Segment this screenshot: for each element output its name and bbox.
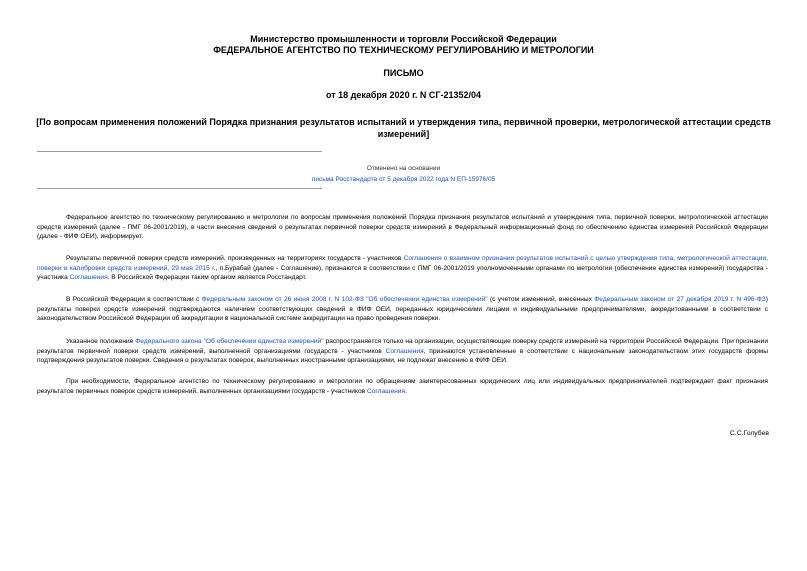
revocation-link[interactable]: письма Росстандарта от 5 декабря 2022 года N ЕП-15976/05 [311, 176, 496, 183]
agreement-short-link[interactable]: Соглашения [385, 347, 424, 355]
revocation-notice: Отменено на основании [366, 165, 441, 172]
paragraph-text: , п.Бурабай (далее - Соглашение), признаются в соответствии с ПМГ 06-2001/2019 уполномоченными органами по метрологии (обеспечение единства измерений) государства - участника [37, 264, 768, 282]
paragraph-text: . В Российской Федерации таким органом является Росстандарт. [107, 274, 307, 282]
paragraph-2 [37, 254, 768, 283]
paragraph-3 [37, 295, 768, 324]
paragraph-text: В Российской Федерации в соответствии с [66, 296, 202, 303]
document-date-number: от 18 декабря 2020 г. N СГ-21352/04 [325, 90, 482, 100]
federal-law-link[interactable]: Федерального закона "Об обеспечении единства измерений" [135, 338, 324, 345]
agreement-short-link[interactable]: Соглашения [69, 274, 108, 282]
paragraph-text: Указанное положение [66, 338, 136, 345]
document-type: ПИСЬМО [383, 68, 424, 78]
paragraph-1: Федеральное агентство по техническому регулированию и метрологии по вопросам применения положений Порядка признания результатов испытаний и утверждения типа, первичной поверки, метрологической аттестации средств измерений (далее - ПМГ 06-2001/2019), в части внесения сведений о результатах первичной поверки средств измерений в Федеральный информационный фонд по обеспечению единства измерений Российской Федерации (далее - ФИФ ОЕИ), информирует. [37, 214, 768, 241]
paragraph-text: ) результаты поверки средств измерений подтверждаются наличием соответствующих сведений в ФИФ ОЕИ, переданных юридическими лицами и индивидуальными предпринимателями, аккредитованными в соответствии с законодательством Российской Федерации об аккредитации в национальной системе аккредитации на право проведения поверки. [37, 296, 768, 323]
signature: С.С.Голубев [729, 430, 769, 437]
agreement-link[interactable]: Соглашения о взаимном признании результатов испытаний с целью утверждения типа, метрологической аттестации, поверки и калибровки средств измерений, 29 мая 2015 г. [37, 255, 768, 272]
paragraph-text: . [405, 387, 407, 395]
paragraph-text: Результаты первичной поверки средств измерений, произведенных на территориях государств - участников [66, 255, 404, 262]
paragraph-5 [37, 377, 768, 396]
agency-name: ФЕДЕРАЛЬНОЕ АГЕНТСТВО ПО ТЕХНИЧЕСКОМУ РЕГУЛИРОВАНИЮ И МЕТРОЛОГИИ [213, 45, 594, 55]
law-496-link[interactable]: Федеральным законом от 27 декабря 2019 г. N 496-ФЗ [594, 296, 766, 303]
paragraph-text: распространяется только на организации, осуществляющие поверку средств измерений на территории Российской Федерации. При признании результатов первичной поверки средств измерений, выполненной организациями государств - участников [37, 338, 769, 355]
revocation-source [0, 175, 807, 184]
law-102-link[interactable]: Федеральным законом от 26 июня 2008 г. N 102-ФЗ "Об обеспечении единства измерений" [201, 296, 488, 303]
paragraph-text: , признаются установленные в соответствии с национальным законодательством этих государств формы подтверждения результатов поверки. Сведения о результатах поверок, выполненных иностранными организациями, не подлежат внесению в ФИФ ОЕИ. [37, 347, 768, 365]
divider-bottom [37, 188, 322, 189]
paragraph-4 [37, 337, 768, 366]
paragraph-text: (с учетом изменений, внесенных [487, 296, 595, 303]
divider-top [37, 151, 322, 152]
ministry-name: Министерство промышленности и торговли Российской Федерации [250, 34, 557, 44]
paragraph-text: При необходимости, Федеральное агентство по техническому регулированию и метрологии по обращениям заинтересованных юридических лиц или индивидуальных предпринимателей подтверждает факт признания результатов первичных поверок средств измерений, выполненных организациями государств - участников [37, 378, 768, 395]
agreement-short-link[interactable]: Соглашения [366, 387, 406, 395]
document-title: [По вопросам применения положений Порядка признания результатов испытаний и утверждения типа, первичной проверки, метрологической аттестации средств измерений] [36, 117, 771, 139]
